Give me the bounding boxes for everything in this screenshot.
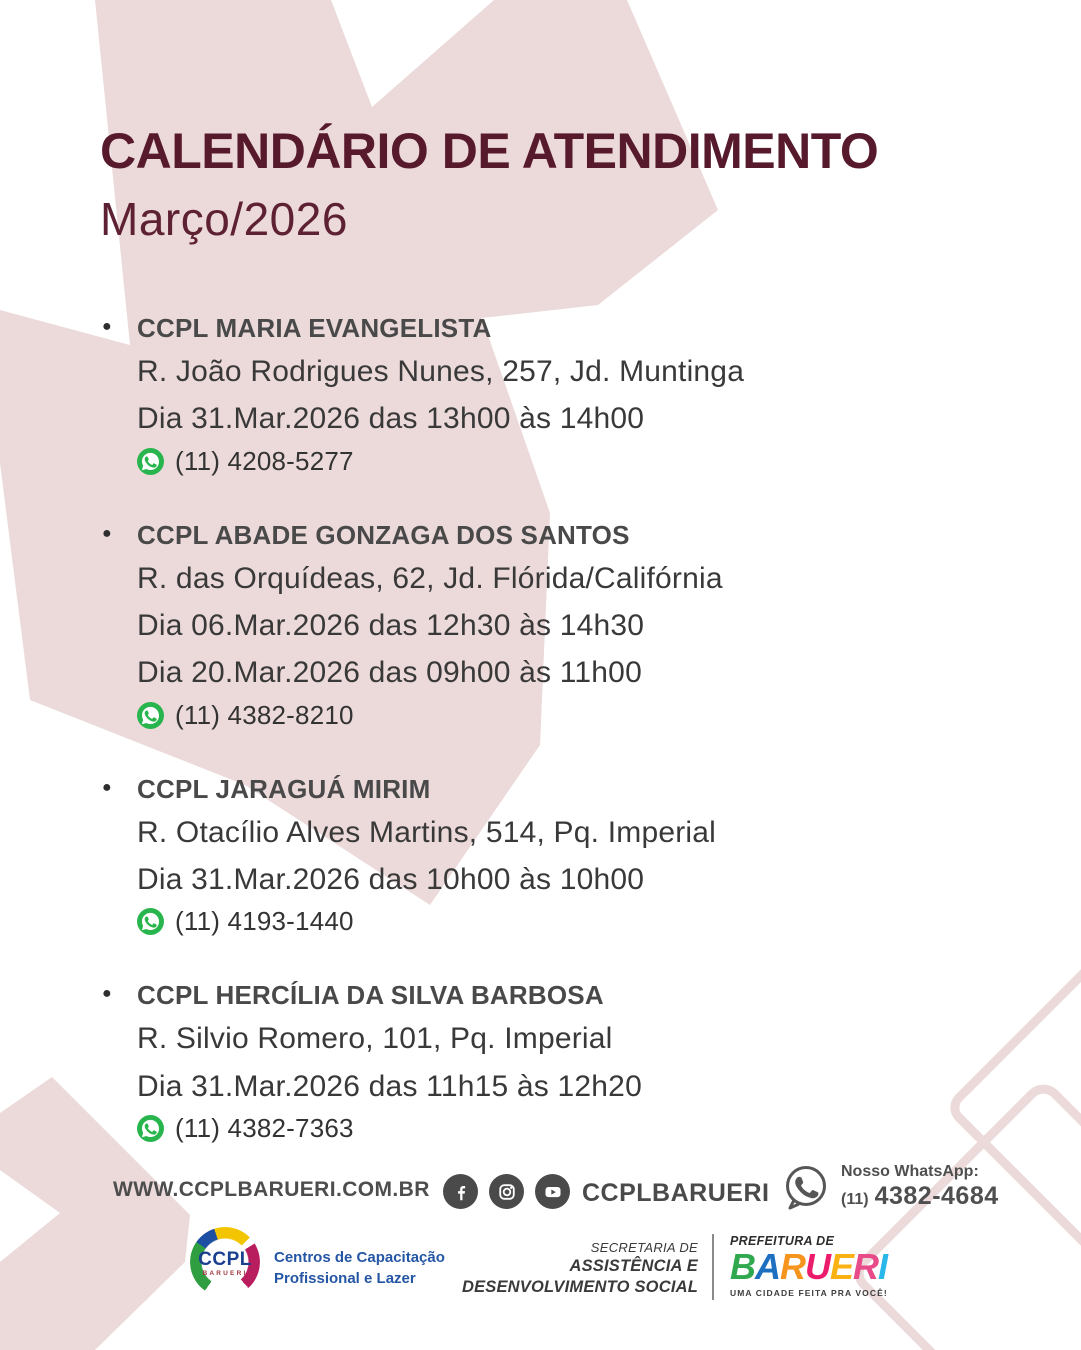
center-name: CCPL JARAGUÁ MIRIM	[137, 773, 431, 804]
center-name: CCPL ABADE GONZAGA DOS SANTOS	[137, 519, 630, 550]
center-date: Dia 06.Mar.2026 das 12h30 às 14h30	[137, 608, 645, 642]
center-dates	[137, 400, 880, 438]
youtube-icon[interactable]	[535, 1174, 570, 1209]
prefeitura-letter: B	[730, 1246, 755, 1287]
page-title: CALENDÁRIO DE ATENDIMENTO	[100, 123, 879, 179]
center-phone-row[interactable]	[137, 700, 880, 731]
ccpl-tagline	[274, 1247, 445, 1289]
page-subtitle: Março/2026	[100, 193, 348, 245]
center-phone: (11) 4382-8210	[175, 699, 354, 730]
whatsapp-icon	[137, 1115, 164, 1142]
secretaria-logo	[440, 1240, 698, 1298]
footer-whatsapp[interactable]	[782, 1163, 999, 1211]
ccpl-city: BARUERI	[202, 1270, 248, 1277]
center-address: R. João Rodrigues Nunes, 257, Jd. Muntinga	[137, 354, 745, 388]
center-item	[100, 314, 880, 477]
center-list	[100, 314, 880, 1188]
bullet-icon: ●	[102, 318, 112, 335]
ccpl-acronym: CCPL	[198, 1249, 252, 1270]
ccpl-logo	[190, 1227, 260, 1297]
center-phone-row[interactable]	[137, 446, 880, 477]
center-phone: (11) 4193-1440	[175, 906, 354, 937]
social-handle: CCPLBARUERI	[582, 1179, 770, 1207]
social-icons	[443, 1174, 570, 1209]
center-address: R. Silvio Romero, 101, Pq. Imperial	[137, 1022, 613, 1056]
prefeitura-letter: E	[830, 1246, 854, 1287]
prefeitura-letter: A	[755, 1246, 780, 1287]
prefeitura-tagline: UMA CIDADE FEITA PRA VOCÊ!	[730, 1287, 888, 1298]
center-item	[100, 981, 880, 1144]
whatsapp-ddd: (11)	[841, 1191, 869, 1208]
center-date: Dia 31.Mar.2026 das 11h15 às 12h20	[137, 1069, 642, 1103]
prefeitura-name	[730, 1248, 920, 1286]
prefeitura-label: PREFEITURA DE	[730, 1234, 835, 1248]
prefeitura-letter: R	[853, 1246, 879, 1287]
center-phone: (11) 4382-7363	[175, 1113, 354, 1144]
prefeitura-letter: U	[805, 1246, 830, 1287]
prefeitura-letter: I	[878, 1246, 888, 1287]
ccpl-tagline-line1: Centros de Capacitação	[274, 1249, 445, 1266]
center-item	[100, 521, 880, 731]
center-dates	[137, 607, 880, 693]
instagram-icon[interactable]	[489, 1174, 524, 1209]
whatsapp-icon	[137, 908, 164, 935]
center-address: R. Otacílio Alves Martins, 514, Pq. Imperial	[137, 815, 717, 849]
facebook-icon[interactable]	[443, 1174, 478, 1209]
bullet-icon: ●	[102, 778, 112, 796]
center-phone-row[interactable]	[137, 1113, 880, 1144]
secretaria-line1: SECRETARIA DE	[590, 1240, 698, 1255]
whatsapp-outline-icon	[782, 1163, 830, 1211]
whatsapp-label: Nosso WhatsApp:	[841, 1163, 979, 1180]
prefeitura-letter: R	[780, 1246, 805, 1287]
bullet-icon: ●	[102, 985, 112, 1003]
secretaria-line3: DESENVOLVIMENTO SOCIAL	[461, 1277, 698, 1296]
website-link[interactable]: WWW.CCPLBARUERI.COM.BR	[113, 1178, 430, 1201]
footer-divider	[712, 1234, 714, 1300]
bullet-icon: ●	[102, 524, 112, 542]
whatsapp-icon	[137, 702, 164, 729]
center-item	[100, 775, 880, 938]
secretaria-line2: ASSISTÊNCIA E	[569, 1257, 698, 1276]
center-phone-row[interactable]	[137, 906, 880, 937]
whatsapp-icon	[137, 448, 164, 475]
center-date: Dia 31.Mar.2026 das 10h00 às 10h00	[137, 863, 645, 897]
center-phone: (11) 4208-5277	[175, 445, 354, 476]
center-date: Dia 31.Mar.2026 das 13h00 às 14h00	[137, 402, 645, 436]
prefeitura-barueri-logo	[730, 1234, 920, 1298]
whatsapp-number: 4382-4684	[874, 1182, 999, 1210]
center-date: Dia 20.Mar.2026 das 09h00 às 11h00	[137, 656, 642, 690]
center-dates	[137, 1068, 880, 1106]
center-dates	[137, 861, 880, 899]
center-address: R. das Orquídeas, 62, Jd. Flórida/Califórnia	[137, 561, 723, 595]
ccpl-tagline-line2: Profissional e Lazer	[274, 1270, 416, 1287]
center-name: CCPL HERCÍLIA DA SILVA BARBOSA	[137, 980, 604, 1011]
center-name: CCPL MARIA EVANGELISTA	[137, 313, 492, 343]
